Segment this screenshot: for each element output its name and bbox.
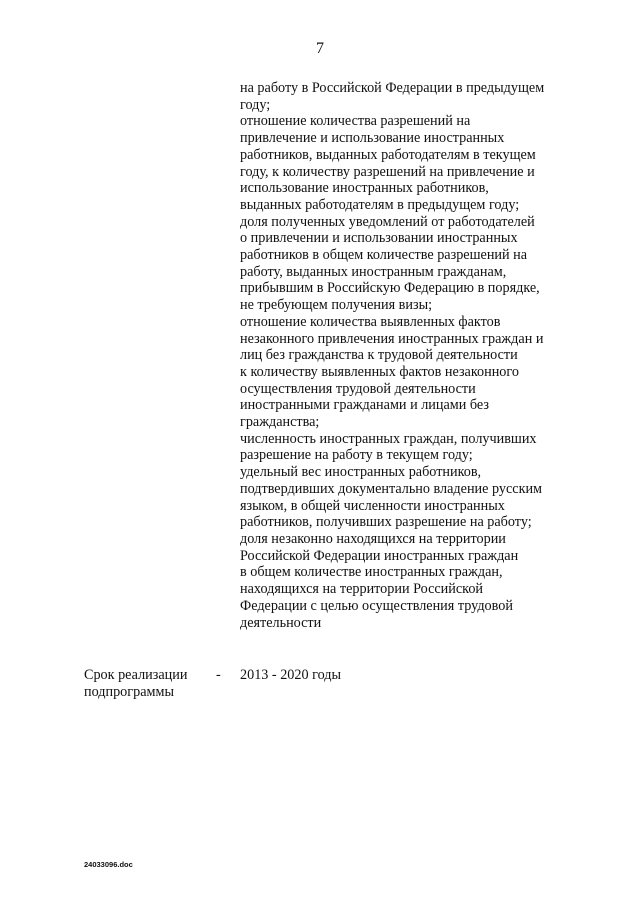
indicators-text-block [240, 80, 580, 631]
text-line: работу, выданных иностранным гражданам, [240, 263, 507, 280]
text-line: прибывшим в Российскую Федерацию в порядке, [240, 280, 540, 297]
text-line: Федерации с целью осуществления трудовой [240, 597, 513, 614]
implementation-term-value: 2013 - 2020 годы [240, 667, 342, 683]
text-line: иностранными гражданами и лицами без [240, 397, 489, 414]
text-line: удельный вес иностранных работников, [240, 464, 482, 481]
text-line: не требующем получения визы; [240, 297, 433, 314]
text-line: привлечение и использование иностранных [240, 130, 505, 147]
text-line: разрешение на работу в текущем году; [240, 447, 473, 464]
text-line: использование иностранных работников, [240, 180, 489, 197]
term-label-line: Срок реализации [84, 667, 188, 683]
text-line: доля незаконно находящихся на территории [240, 530, 506, 547]
text-line: к количеству выявленных фактов незаконного [240, 363, 519, 380]
text-line: Российской Федерации иностранных граждан [240, 547, 519, 564]
text-line: работников, получивших разрешение на работу; [240, 514, 532, 531]
term-dash: - [216, 667, 221, 683]
text-line: гражданства; [240, 414, 320, 431]
implementation-term-label [84, 667, 214, 701]
text-line: языком, в общей численности иностранных [240, 497, 505, 514]
text-line: в общем количестве иностранных граждан, [240, 564, 503, 581]
text-line: на работу в Российской Федерации в предыдущем [240, 80, 545, 96]
text-line: году, к количеству разрешений на привлечение и [240, 163, 535, 180]
text-line: подтвердивших документально владение русским [240, 480, 543, 497]
text-line: выданных работодателям в предыдущем году; [240, 196, 520, 213]
term-label-line: подпрограммы [84, 684, 174, 700]
page-number: 7 [316, 40, 324, 57]
text-line: деятельности [240, 614, 322, 631]
text-line: отношение количества выявленных фактов [240, 313, 501, 330]
text-line: работников, выданных работодателям в текущем [240, 146, 536, 163]
text-line: отношение количества разрешений на [240, 113, 471, 130]
text-line: году; [240, 96, 271, 113]
text-line: численность иностранных граждан, получивших [240, 430, 537, 447]
text-line: о привлечении и использовании иностранных [240, 230, 518, 247]
text-line: незаконного привлечения иностранных граждан и [240, 330, 544, 347]
text-line: лиц без гражданства к трудовой деятельности [240, 347, 518, 364]
text-line: осуществления трудовой деятельности [240, 380, 476, 397]
text-line: находящихся на территории Российской [240, 581, 484, 598]
text-line: доля полученных уведомлений от работодателей [240, 213, 535, 230]
text-line: работников в общем количестве разрешений на [240, 247, 528, 264]
document-filename: 24033096.doc [84, 860, 133, 869]
